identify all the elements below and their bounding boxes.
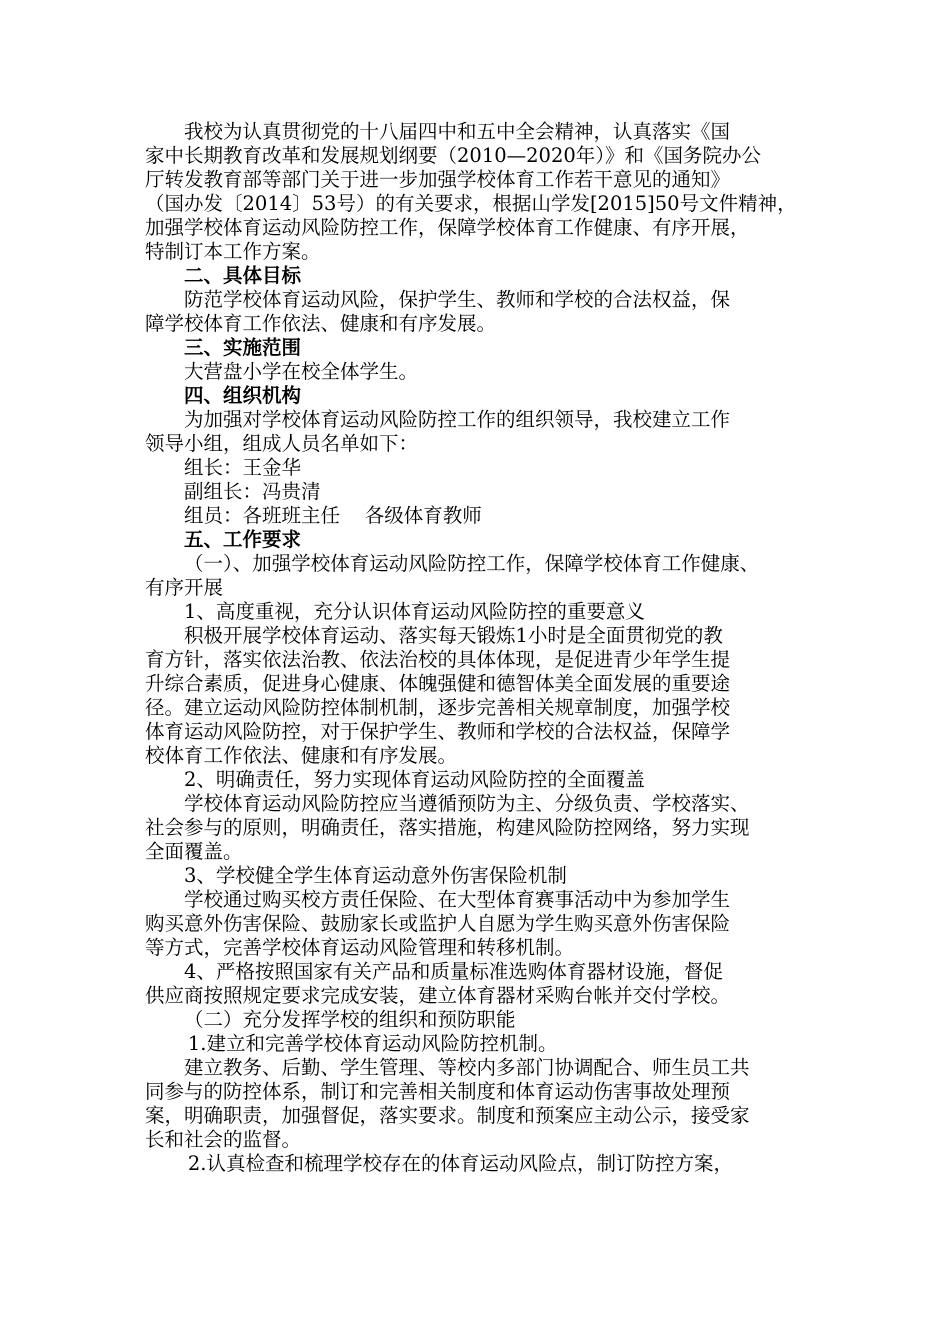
text-line: 领导小组，组成人员名单如下： [145, 432, 419, 455]
item-2-body [145, 792, 825, 864]
section-heading-scope: 三、实施范围 [184, 336, 302, 359]
item-1-title [145, 600, 825, 624]
text-line: 3、学校健全学生体育运动意外伤害保险机制 [184, 864, 567, 887]
members-line [145, 504, 825, 528]
text-line: 组长：王金华 [184, 456, 302, 479]
sub-item-1-title [145, 1032, 825, 1056]
text-line: （一）、加强学校体育运动风险防控工作，保障学校体育工作健康、 [184, 552, 760, 575]
text-line: 建立教务、后勤、学生管理、等校内多部门协调配合、师生员工共 [184, 1056, 750, 1079]
text-line: 1、高度重视，充分认识体育运动风险防控的重要意义 [184, 600, 645, 623]
section-heading-organization: 四、组织机构 [184, 384, 302, 407]
text-line: 我校为认真贯彻党的十八届四中和五中全会精神，认真落实《国 [184, 120, 731, 143]
text-line: 副组长：冯贵清 [184, 480, 321, 503]
leader-line [145, 456, 825, 480]
text-line: 4、严格按照国家有关产品和质量标准选购体育器材设施，督促 [184, 960, 723, 983]
goals-paragraph [145, 288, 825, 336]
text-line: 长和社会的监督。 [145, 1128, 302, 1151]
sub-item-1-body [145, 1056, 825, 1152]
text-line: 积极开展学校体育运动、落实每天锻炼1小时是全面贯彻党的教 [184, 624, 723, 647]
section-heading-requirements: 五、工作要求 [184, 528, 302, 551]
text-line: 有序开展 [145, 576, 224, 599]
item-1-body [145, 624, 825, 768]
text-line: （国办发〔2014〕53号）的有关要求，根据山学发[2015]50号文件精神， [145, 192, 797, 215]
item-3-body [145, 888, 825, 960]
document-page [145, 120, 825, 1176]
text-line: 学校体育运动风险防控应当遵循预防为主、分级负责、学校落实、 [184, 792, 750, 815]
text-line: 同参与的防控体系，制订和完善相关制度和体育运动伤害事故处理预 [145, 1080, 731, 1103]
text-line: 学校通过购买校方责任保险、在大型体育赛事活动中为参加学生 [184, 888, 731, 911]
text-line: 为加强对学校体育运动风险防控工作的组织领导，我校建立工作 [184, 408, 731, 431]
section-heading-goals: 二、具体目标 [184, 264, 302, 287]
text-line: 加强学校体育运动风险防控工作，保障学校体育工作健康、有序开展， [145, 216, 750, 239]
sub-item-2-title [145, 1152, 825, 1176]
text-line: 2、明确责任，努力实现体育运动风险防控的全面覆盖 [184, 768, 645, 791]
item-4-body [145, 960, 825, 1008]
text-line: 育方针，落实依法治教、依法治校的具体体现，是促进青少年学生提 [145, 648, 731, 671]
text-line: 体育运动风险防控，对于保护学生、教师和学校的合法权益，保障学 [145, 720, 731, 743]
subsection-one-title [145, 552, 825, 600]
subsection-two-title [145, 1008, 825, 1032]
text-line: 校体育工作依法、健康和有序发展。 [145, 744, 458, 767]
text-line: 社会参与的原则，明确责任，落实措施，构建风险防控网络，努力实现 [145, 816, 750, 839]
text-line: 大营盘小学在校全体学生。 [184, 360, 419, 383]
text-line: 等方式，完善学校体育运动风险管理和转移机制。 [145, 936, 575, 959]
text-line: 特制订本工作方案。 [145, 240, 321, 263]
organization-paragraph [145, 408, 825, 456]
text-line: 全面覆盖。 [145, 840, 243, 863]
text-line: 案，明确职责，加强督促，落实要求。制度和预案应主动公示，接受家 [145, 1104, 750, 1127]
text-line: （二）充分发挥学校的组织和预防职能 [184, 1008, 516, 1031]
text-line: 厅转发教育部等部门关于进一步加强学校体育工作若干意见的通知》 [145, 168, 731, 191]
text-line: 障学校体育工作依法、健康和有序发展。 [145, 312, 497, 335]
item-3-title [145, 864, 825, 888]
text-line: 升综合素质，促进身心健康、体魄强健和德智体美全面发展的重要途 [145, 672, 731, 695]
text-line: 购买意外伤害保险、鼓励家长或监护人自愿为学生购买意外伤害保险 [145, 912, 731, 935]
scope-paragraph [145, 360, 825, 384]
text-line: 防范学校体育运动风险，保护学生、教师和学校的合法权益，保 [184, 288, 731, 311]
text-line: 径。建立运动风险防控体制机制，逐步完善相关规章制度，加强学校 [145, 696, 731, 719]
text-line: 2.认真检查和梳理学校存在的体育运动风险点，制订防控方案， [187, 1152, 733, 1175]
intro-paragraph [145, 120, 825, 264]
text-line: 组员：各班班主任 各级体育教师 [184, 504, 482, 527]
text-line: 1.建立和完善学校体育运动风险防控机制。 [187, 1032, 558, 1055]
deputy-leader-line [145, 480, 825, 504]
text-line: 家中长期教育改革和发展规划纲要（2010—2020年）》和《国务院办公 [145, 144, 762, 167]
text-line: 供应商按照规定要求完成安装，建立体育器材采购台帐并交付学校。 [145, 984, 731, 1007]
item-2-title [145, 768, 825, 792]
